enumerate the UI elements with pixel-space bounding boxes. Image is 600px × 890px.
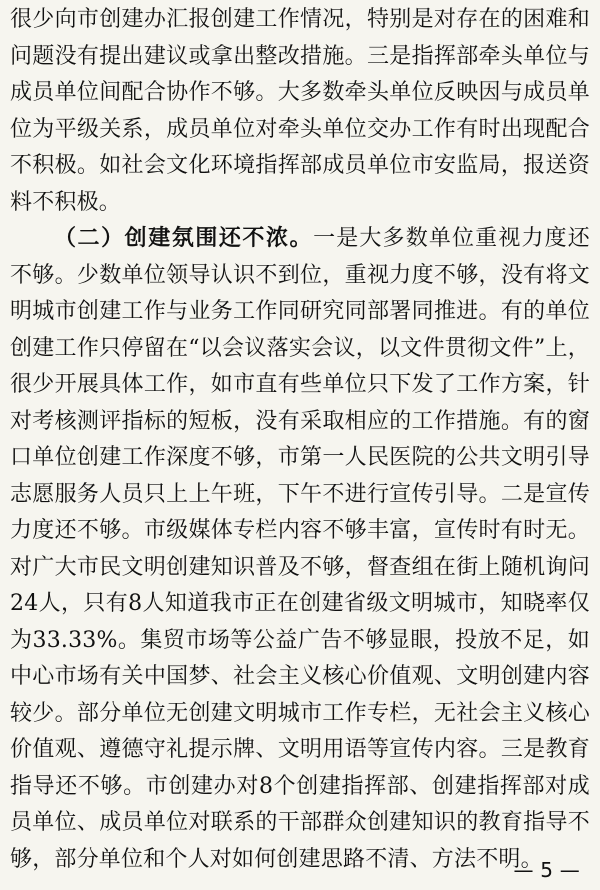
paragraph-continuation: 很少向市创建办汇报创建工作情况，特别是对存在的困难和问题没有提出建议或拿出整改措施。三是指挥部牵头单位与成员单位间配合协作不够。大多数牵头单位反映因与成员单位为平级关系，成员单位对牵头单位交办工作有时出现配合不积极。如社会文化环境指挥部成员单位市安监局，报送资料不积极。 <box>10 7 590 215</box>
section-heading: （二）创建氛围还不浓。 <box>54 226 314 251</box>
paragraph-section-two <box>10 221 590 878</box>
page-number: — 5 — <box>514 858 580 882</box>
section-body-text: 一是大多数单位重视力度还不够。少数单位领导认识不到位，重视力度不够，没有将文明城市创建工作与业务工作同研究同部署同推进。有的单位创建工作只停留在“以会议落实会议，以文件贯彻文件”上，很少开展具体工作，如市直有些单位只下发了工作方案，针对考核测评指标的短板，没有采取相应的工作措施。有的窗口单位创建工作深度不够，市第一人民医院的公共文明引导志愿服务人员只上上午班，下午不进行宣传引导。二是宣传力度还不够。市级媒体专栏内容不够丰富，宣传时有时无。对广大市民文明创建知识普及不够，督查组在街上随机询问24人，只有8人知道我市正在创建省级文明城市，知晓率仅为33.33%。集贸市场等公益广告不够显眼，投放不足，如中心市场有关中国梦、社会主义核心价值观、文明创建内容较少。部分单位无创建文明城市工作专栏，无社会主义核心价值观、遵德守礼提示牌、文明用语等宣传内容。三是教育指导还不够。市创建办对8个创建指挥部、创建指挥部对成员单位、成员单位对联系的干部群众创建知识的教育指导不够，部分单位和个人对如何创建思路不清、方法不明。 <box>10 226 590 872</box>
